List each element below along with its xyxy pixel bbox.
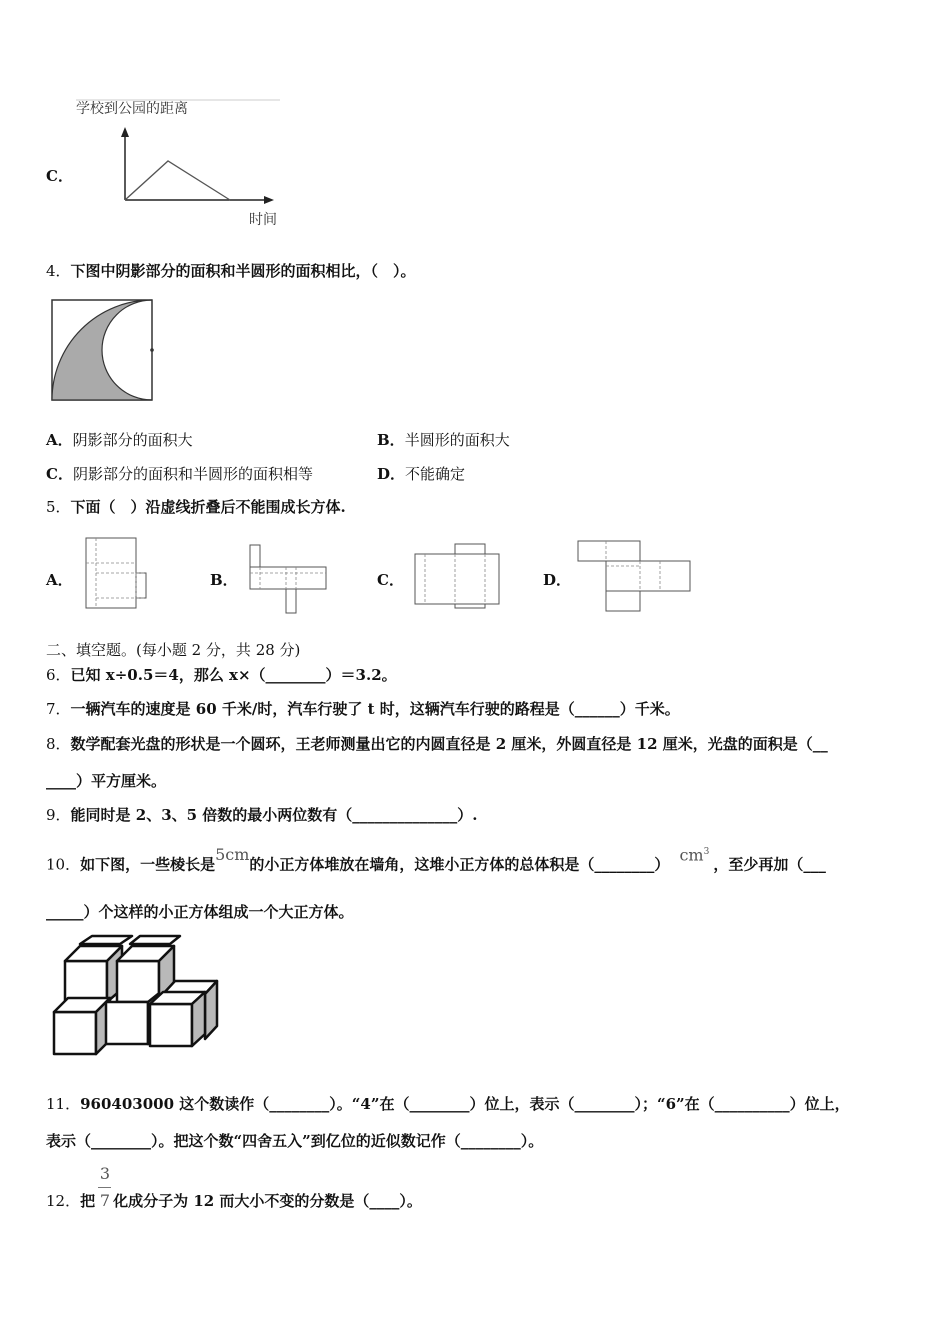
q11-question [46,1094,850,1114]
q4-option-b-label: B． [377,431,405,449]
q6-text: 已知 x÷0.5＝4，那么 x×（________）＝3.2。 [70,666,397,684]
q12-text-a: 把 [80,1192,96,1210]
q5-net-a [84,536,154,611]
q10-text-b: 的小正方体堆放在墙角，这堆小正方体的总体积是（________） [249,855,670,874]
q8-line2: ____）平方厘米。 [46,772,167,790]
q7-question [46,699,680,719]
q6-number: 6． [46,666,71,684]
q3-chart-xlabel: 时间 [249,212,277,228]
q10-line2: _____）个这样的小正方体组成一个大正方体。 [46,903,354,921]
q4-option-a-label: A． [46,431,73,449]
q4-option-d[interactable] [377,463,465,484]
q4-option-b-text: 半圆形的面积大 [404,431,510,449]
q4-shaded-region [52,300,152,400]
q4-square-figure [50,298,156,404]
q11-line1: 960403000 这个数读作（________）。“4”在（________）位上，表示（________）；“6”在（__________）位上， [80,1095,850,1113]
q12-fraction-bar [98,1187,111,1188]
q4-option-a-text: 阴影部分的面积大 [72,431,193,449]
q11-line2: 表示（________）。把这个数“四舍五入”到亿位的近似数记作（________）。 [46,1132,544,1150]
q10-cube-stack [50,934,225,1059]
q4-option-c[interactable] [46,463,313,484]
q5-option-a-label[interactable]: A． [46,571,73,589]
q4-option-d-text: 不能确定 [405,465,466,483]
section-heading: 二、填空题。(每小题 2 分，共 28 分) [46,641,301,659]
q10-unit-b [679,842,709,865]
q5-option-d-label[interactable]: D． [543,571,572,589]
q3-chart-ylabel: 学校到公园的距离 [76,101,188,117]
q12-fraction-denominator: 7 [99,1191,111,1210]
q10-question [46,845,826,874]
q3-option-c-label: C． [46,167,73,185]
graph-line [125,161,230,200]
q9-text: 能同时是 2、3、5 倍数的最小两位数有（______________）. [70,806,478,824]
q4-option-a[interactable] [46,429,193,450]
q12-text-b: 化成分子为 12 而大小不变的分数是（____）。 [113,1192,422,1210]
q10-unit-a: 5cm [215,845,250,865]
q12-fraction-numerator: 3 [99,1164,111,1183]
q4-option-d-label: D． [377,465,406,483]
q5-text: 下面（ ）沿虚线折叠后不能围成长方体. [70,498,346,516]
q9-number: 9． [46,806,71,824]
q5-option-b-label[interactable]: B． [210,571,238,589]
q10-text-c: ，至少再加（___ [713,855,826,874]
q11-number: 11． [46,1095,81,1113]
q10-text-a: 如下图，一些棱长是 [80,855,216,874]
q8-question [46,734,828,754]
q7-text: 一辆汽车的速度是 60 千米/时，汽车行驶了 t 时，这辆汽车行驶的路程是（______）千米。 [70,700,680,718]
q4-option-c-text: 阴影部分的面积和半圆形的面积相等 [72,465,313,483]
graph-x-arrow [264,196,274,204]
q4-question [46,261,416,281]
q5-net-d [576,539,694,614]
q10-number: 10． [46,855,81,874]
q9-question [46,805,478,825]
q7-number: 7． [46,700,71,718]
q8-number: 8． [46,735,71,753]
q10-unit-b-sup: 3 [703,847,710,857]
q5-net-b [248,543,333,618]
q5-net-c [413,542,503,612]
q4-option-b[interactable] [377,429,510,450]
q12-number: 12． [46,1192,81,1210]
graph-y-arrow [121,127,129,137]
q6-question [46,665,397,685]
q5-number: 5． [46,498,71,516]
q8-line1: 数学配套光盘的形状是一个圆环，王老师测量出它的内圆直径是 2 厘米，外圆直径是 12 厘米，光盘的面积是（__ [70,735,828,753]
q4-option-c-label: C． [46,465,73,483]
q4-text: 下图中阴影部分的面积和半圆形的面积相比，（ ）。 [70,262,416,280]
q5-question [46,497,346,517]
q4-number: 4． [46,262,71,280]
q10-unit-b-text: cm [679,845,704,865]
q5-option-c-label[interactable]: C． [377,571,404,589]
